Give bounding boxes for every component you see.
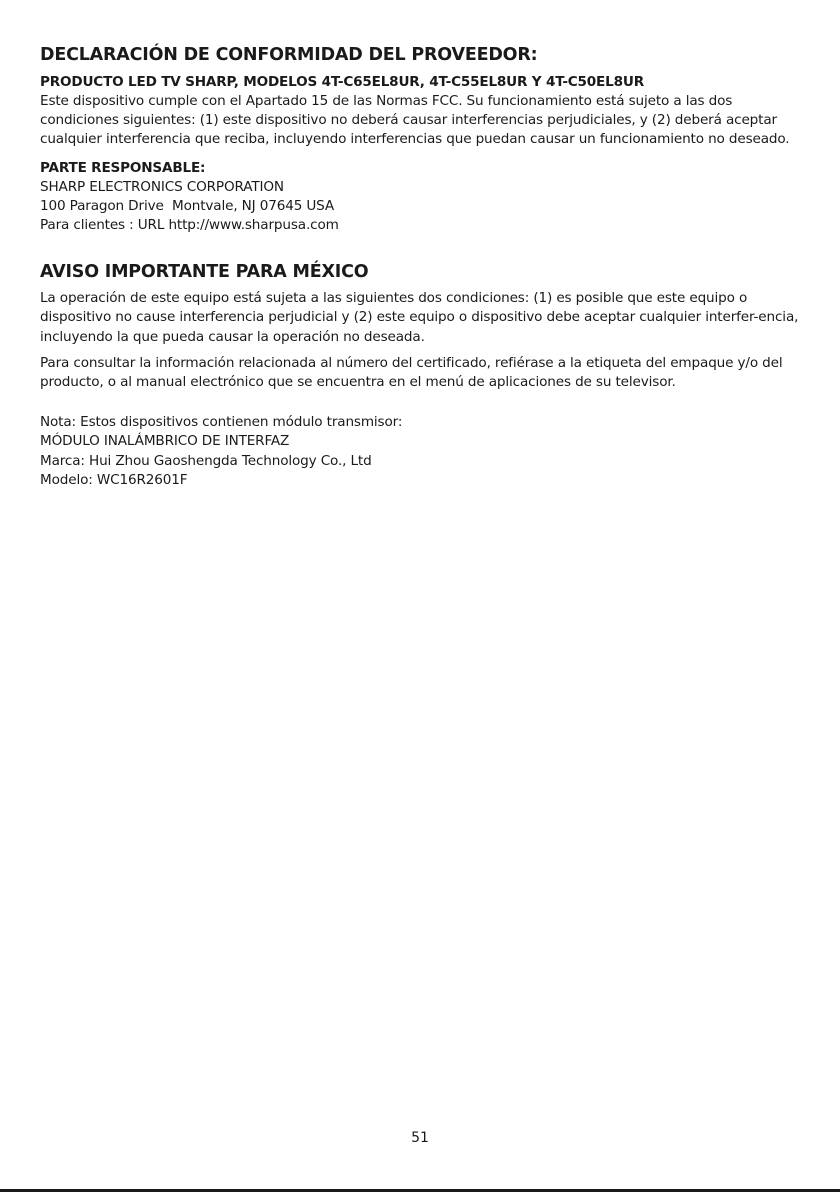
product-models-line: PRODUCTO LED TV SHARP, MODELOS 4T-C65EL8UR, 4T-C55EL8UR Y 4T-C50EL8UR <box>40 74 644 90</box>
responsible-party-block <box>40 159 810 236</box>
customer-url: Para clientes : URL http://www.sharpusa.com <box>40 217 339 234</box>
page-number: 51 <box>411 1130 429 1146</box>
responsible-company: SHARP ELECTRONICS CORPORATION <box>40 178 284 195</box>
mexico-notice-title: AVISO IMPORTANTE PARA MÉXICO <box>40 262 369 283</box>
document-page <box>40 44 810 490</box>
module-model: Modelo: WC16R2601F <box>40 471 188 488</box>
fcc-compliance-paragraph: Este dispositivo cumple con el Apartado 15 de las Normas FCC. Su funcionamiento está sujeto a las dos condiciones siguientes: (1) este dispositivo no deberá causar interferencias perjudiciales, y (2) deberá aceptar cualquier interferencia que reciba, incluyendo interferencias que puedan causar un funcionamiento no deseado. <box>40 93 790 148</box>
responsible-address: 100 Paragon Drive Montvale, NJ 07645 USA <box>40 197 335 214</box>
responsible-party-heading: PARTE RESPONSABLE: <box>40 159 206 176</box>
declaration-title: DECLARACIÓN DE CONFORMIDAD DEL PROVEEDOR: <box>40 45 538 65</box>
mexico-notice-paragraph-2: Para consultar la información relacionada al número del certificado, refiérase a la etiqueta del empaque y/o del producto, o al manual electrónico que se encuentra en el menú de aplicaciones de su televisor. <box>40 354 783 391</box>
module-note: Nota: Estos dispositivos contienen módulo transmisor: <box>40 414 403 431</box>
module-brand: Marca: Hui Zhou Gaoshengda Technology Co., Ltd <box>40 452 372 469</box>
module-name: MÓDULO INALÁMBRICO DE INTERFAZ <box>40 433 290 450</box>
module-note-block <box>40 413 810 490</box>
mexico-notice-paragraph-1: La operación de este equipo está sujeta a las siguientes dos condiciones: (1) es posible que este equipo o dispositivo no cause interferencia perjudicial y (2) este equipo o dispositivo debe aceptar cualquier interfer-encia, incluyendo la que pueda causar la operación no deseada. <box>40 290 799 345</box>
